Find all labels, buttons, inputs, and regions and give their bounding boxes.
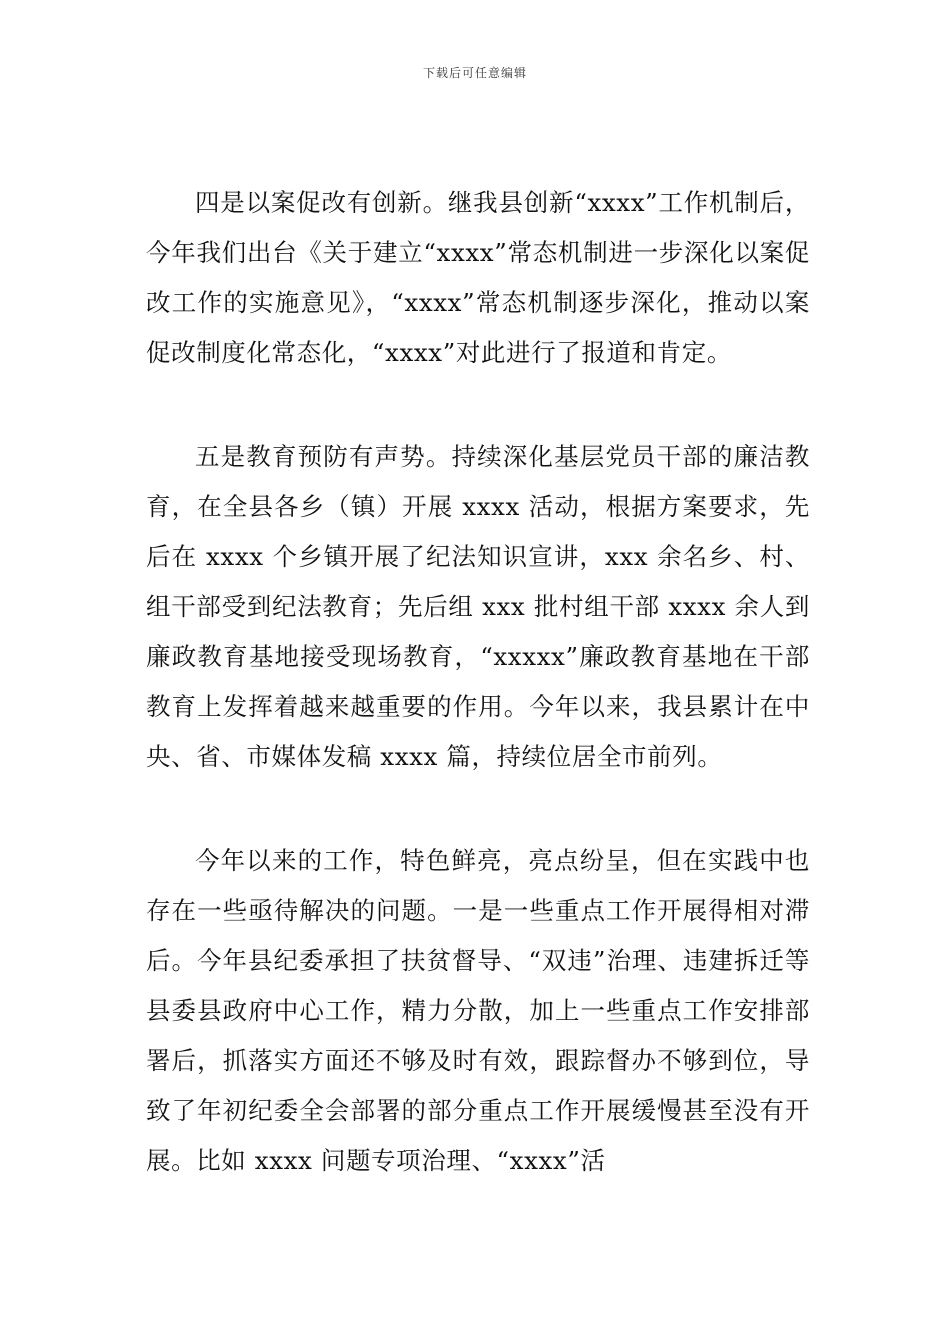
paragraph-innovation: 四是以案促改有创新。继我县创新“xxxx”工作机制后，今年我们出台《关于建立“xxxx”常态机制进一步深化以案促改工作的实施意见》，“xxxx”常态机制逐步深化，推动以案促改制度化常态化，“xxxx”对此进行了报道和肯定。 bbox=[146, 188, 810, 367]
paragraph-problems: 今年以来的工作，特色鲜亮，亮点纷呈，但在实践中也存在一些亟待解决的问题。一是一些重点工作开展得相对滞后。今年县纪委承担了扶贫督导、“双违”治理、违建拆迁等县委县政府中心工作，精力分散，加上一些重点工作安排部署后，抓落实方面还不够及时有效，跟踪督办不够到位，导致了年初纪委全会部署的部分重点工作开展缓慢甚至没有开展。比如 xxxx 问题专项治理、“xxxx”活 bbox=[146, 846, 810, 1175]
page-header: 下载后可任意编辑 bbox=[422, 66, 527, 80]
document-body bbox=[146, 178, 810, 1186]
paragraph-education: 五是教育预防有声势。持续深化基层党员干部的廉洁教育，在全县各乡（镇）开展 xxxx 活动，根据方案要求，先后在 xxxx 个乡镇开展了纪法知识宣讲，xxx 余名乡、村、组干部受到纪法教育；先后组 xxx 批村组干部 xxxx 余人到廉政教育基地接受现场教育，“xxxxx”廉政教育基地在干部教育上发挥着越来越重要的作用。今年以来，我县累计在中央、省、市媒体发稿 xxxx 篇，持续位居全市前列。 bbox=[146, 442, 810, 771]
